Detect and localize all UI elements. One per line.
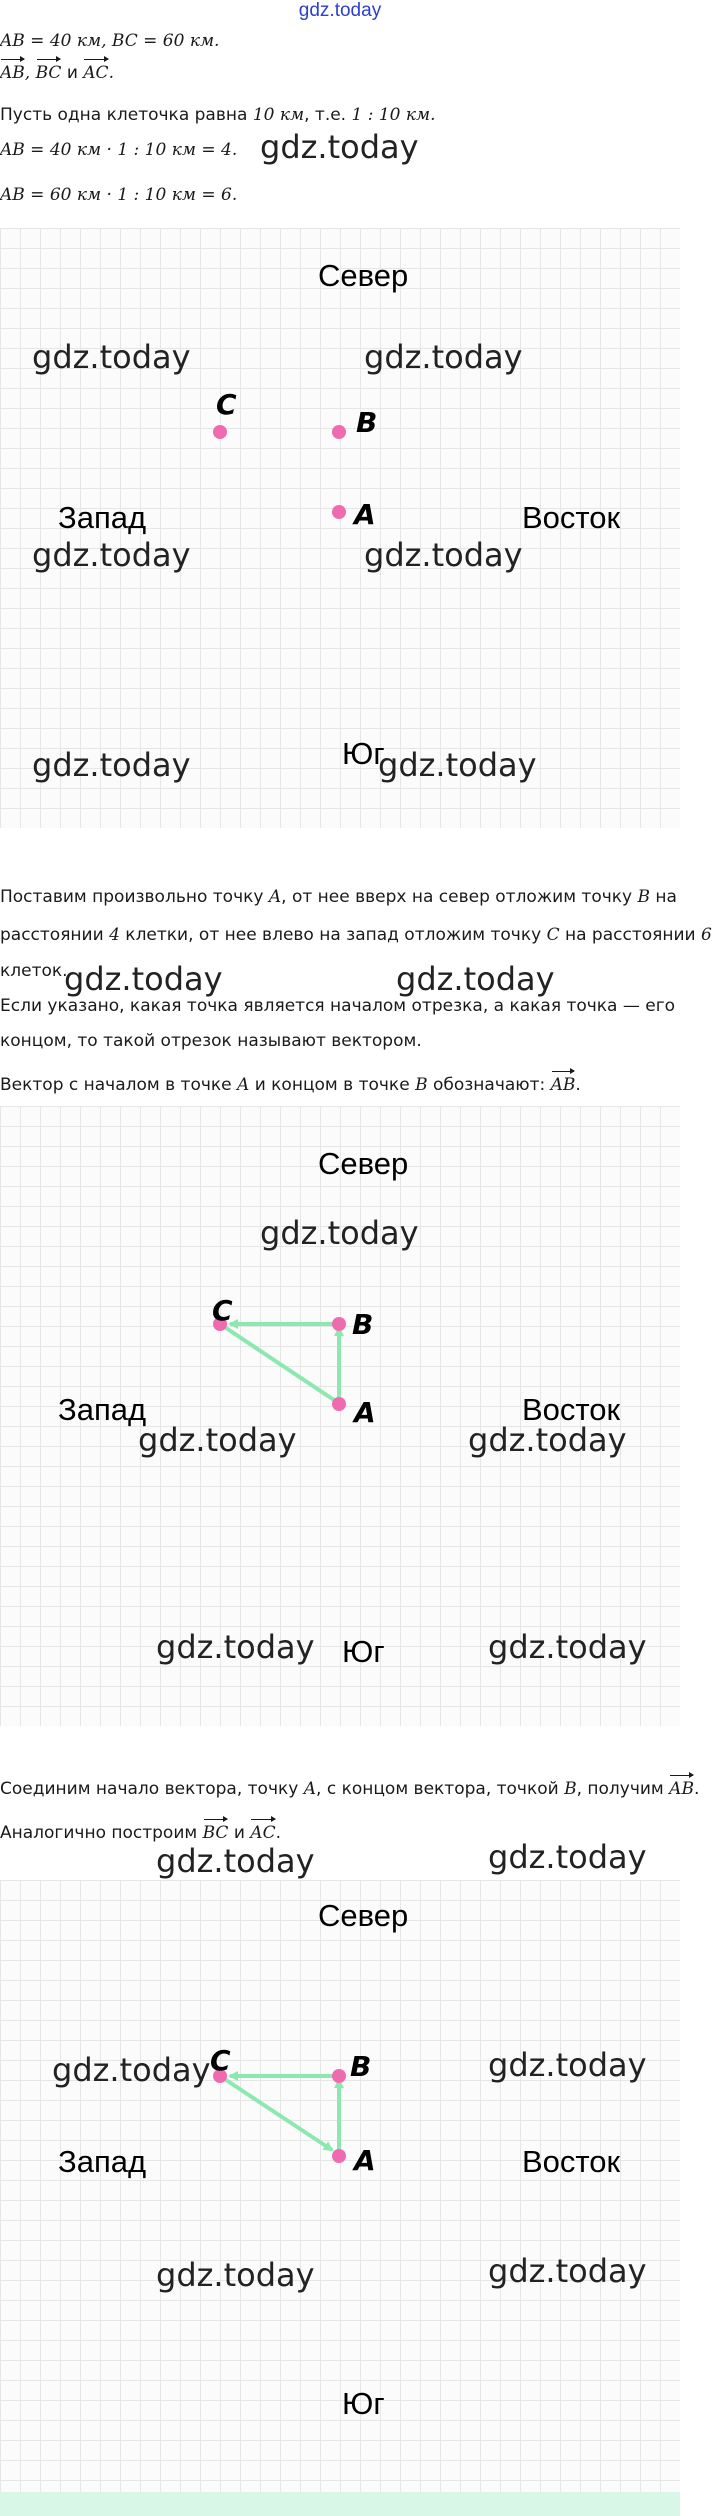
- text: Аналогично построим: [0, 1823, 203, 1843]
- compass-drawing-3: [0, 1880, 680, 2492]
- point-b: [332, 2069, 346, 2083]
- math-b: B: [415, 1075, 428, 1095]
- text: на расстоянии: [559, 925, 701, 945]
- text: , от нее вверх на север отложим точку: [281, 887, 638, 907]
- watermark: gdz.today: [260, 1214, 419, 1252]
- vector-definition-1: Если указано, какая точка является началом отрезка, а какая точка — его: [0, 996, 676, 1016]
- vector-ab: AB: [550, 1075, 576, 1095]
- south-label: Юг: [342, 2386, 385, 2421]
- paragraph-construct: [0, 886, 677, 908]
- math-a: A: [303, 1779, 317, 1799]
- east-label: Восток: [522, 500, 621, 535]
- scale-ratio: 1 : 10 км.: [351, 105, 436, 125]
- text: и: [228, 1823, 251, 1843]
- watermark: gdz.today: [64, 960, 223, 998]
- separator: ,: [24, 63, 36, 83]
- period: .: [575, 1075, 581, 1095]
- paragraph-construct-2: [0, 924, 712, 946]
- watermark: gdz.today: [156, 1842, 315, 1880]
- period: .: [693, 1779, 700, 1799]
- compass-grid-2: [0, 1106, 680, 1726]
- point-c-label: C: [216, 388, 237, 421]
- watermark: gdz.today: [260, 128, 419, 166]
- south-label: Юг: [342, 736, 385, 771]
- math-a: A: [268, 887, 282, 907]
- point-a-label: A: [354, 498, 376, 531]
- scale-mid: , т.е.: [304, 105, 352, 125]
- paragraph-connect: [0, 1778, 699, 1800]
- watermark: gdz.today: [364, 338, 523, 376]
- point-c: [213, 425, 227, 439]
- north-label: Север: [318, 1898, 409, 1933]
- math-a: A: [237, 1075, 250, 1095]
- vector-ab: AB: [0, 63, 25, 83]
- north-label: Север: [318, 258, 409, 293]
- compass-grid-3: [0, 1880, 680, 2492]
- ab-scaled: AB = 40 км · 1 : 10 км = 4.: [0, 140, 238, 160]
- text: обозначают:: [427, 1075, 551, 1095]
- point-a-label: A: [354, 1396, 376, 1429]
- text: Соединим начало вектора, точку: [0, 1779, 304, 1799]
- text: Вектор с началом в точке: [0, 1075, 238, 1095]
- point-c-label: C: [210, 2044, 231, 2077]
- site-logo[interactable]: gdz.today: [298, 0, 382, 21]
- scale-value: 10 км: [252, 105, 305, 125]
- math-b: B: [637, 887, 651, 907]
- math-6: 6: [700, 925, 712, 945]
- point-b-label: B: [350, 2050, 372, 2083]
- text: , получим: [576, 1779, 670, 1799]
- compass-grid-1: [0, 228, 680, 828]
- point-b-label: B: [356, 406, 378, 439]
- vector-notation: [0, 1074, 581, 1096]
- watermark: gdz.today: [52, 2051, 211, 2089]
- watermark: gdz.today: [468, 1421, 627, 1459]
- north-label: Север: [318, 1146, 409, 1181]
- text: Поставим произвольно точку: [0, 887, 269, 907]
- point-b: [332, 1317, 346, 1331]
- text: , с концом вектора, точкой: [316, 1779, 565, 1799]
- period: .: [108, 63, 114, 83]
- east-label: Восток: [522, 1392, 621, 1427]
- watermark: gdz.today: [32, 338, 191, 376]
- scale-text: Пусть одна клеточка равна: [0, 105, 253, 125]
- west-label: Запад: [58, 2144, 147, 2179]
- vector-bc: BC: [202, 1823, 229, 1843]
- period: .: [275, 1823, 281, 1843]
- text: расстоянии: [0, 925, 110, 945]
- watermark: gdz.today: [32, 746, 191, 784]
- south-label: Юг: [342, 1634, 385, 1669]
- vector-ac-arrow: [220, 2076, 332, 2150]
- point-a-label: A: [354, 2144, 376, 2177]
- watermark: gdz.today: [488, 1838, 647, 1876]
- paragraph-analogous: [0, 1822, 281, 1844]
- watermark: gdz.today: [156, 1628, 315, 1666]
- math-b: B: [564, 1779, 577, 1799]
- math-c: C: [546, 925, 560, 945]
- and-word: и: [61, 63, 84, 83]
- vector-definition-2: концом, то такой отрезок называют вектором.: [0, 1031, 422, 1051]
- vector-ac: AC: [83, 63, 109, 83]
- vector-ab: AB: [669, 1779, 694, 1799]
- west-label: Запад: [58, 1392, 147, 1427]
- text: клетки, от нее влево на запад отложим точку: [119, 925, 547, 945]
- watermark: gdz.today: [32, 536, 191, 574]
- point-b: [332, 425, 346, 439]
- segment-ca: [220, 1324, 334, 1400]
- watermark: gdz.today: [156, 2256, 315, 2294]
- scale-statement: [0, 104, 436, 126]
- point-a: [332, 505, 346, 519]
- watermark: gdz.today: [138, 1421, 297, 1459]
- watermark: gdz.today: [488, 2046, 647, 2084]
- vectors-list: [0, 62, 114, 84]
- watermark: gdz.today: [488, 2252, 647, 2290]
- vector-bc: BC: [35, 63, 62, 83]
- math-4: 4: [109, 925, 120, 945]
- west-label: Запад: [58, 500, 147, 535]
- point-c-label: C: [212, 1294, 233, 1327]
- compass-drawing-2: [0, 1106, 680, 1726]
- watermark: gdz.today: [488, 1628, 647, 1666]
- watermark: gdz.today: [364, 536, 523, 574]
- point-a: [332, 2149, 346, 2163]
- bc-scaled: AB = 60 км · 1 : 10 км = 6.: [0, 185, 238, 205]
- text: и концом в точке: [249, 1075, 416, 1095]
- watermark: gdz.today: [396, 960, 555, 998]
- point-b-label: B: [352, 1308, 374, 1341]
- vector-ac: AC: [250, 1823, 276, 1843]
- watermark: gdz.today: [378, 746, 537, 784]
- paragraph-construct-3: клеток.: [0, 961, 68, 981]
- east-label: Восток: [522, 2144, 621, 2179]
- compass-drawing-1: [0, 228, 680, 828]
- given-lengths: AB = 40 км, BC = 60 км.: [0, 31, 220, 51]
- footer-bar: [0, 2492, 680, 2516]
- text: на: [650, 887, 677, 907]
- point-a: [332, 1397, 346, 1411]
